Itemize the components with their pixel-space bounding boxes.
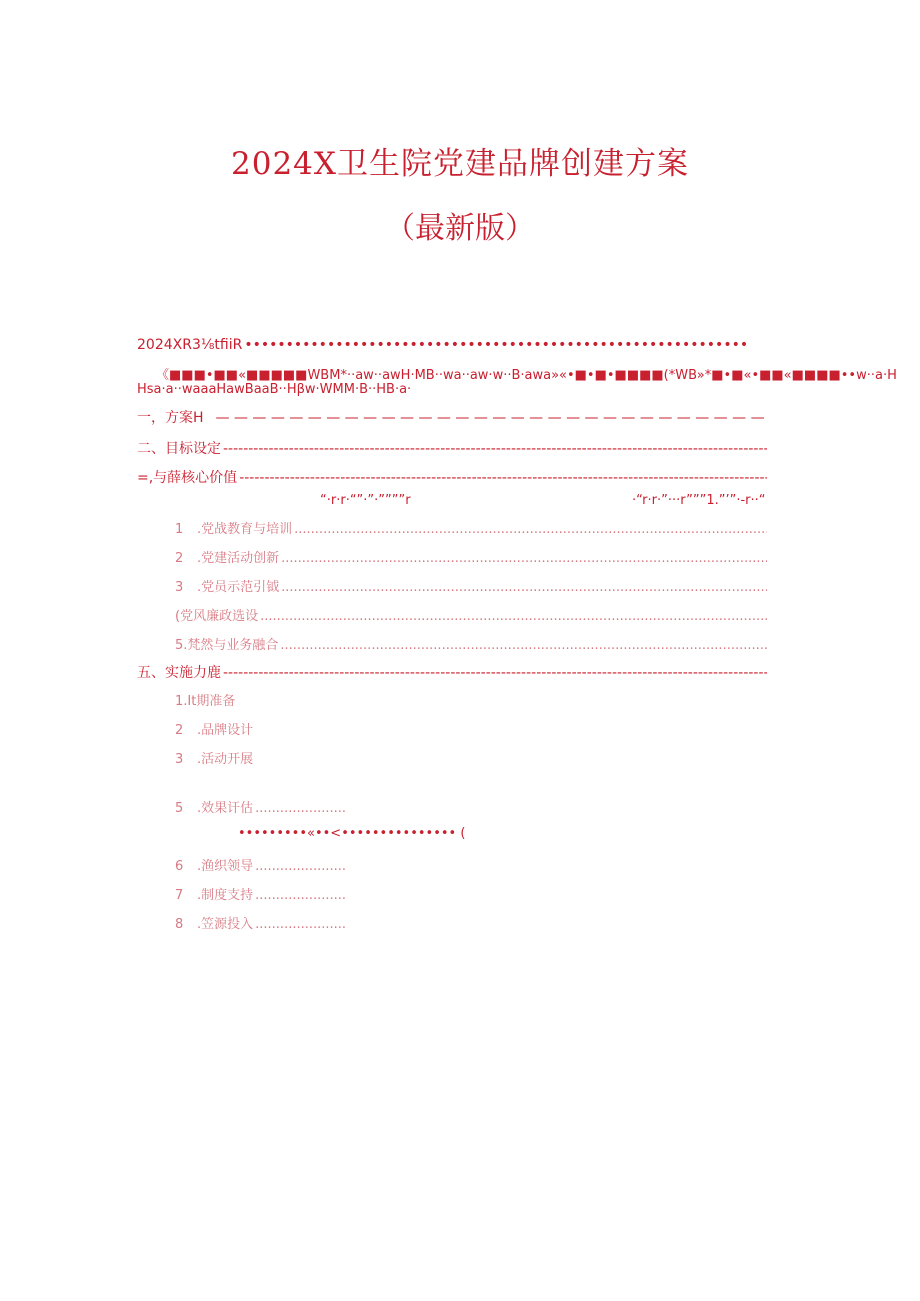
toc-item-number: 2 — [175, 551, 184, 566]
toc-garbled-line: •••••••••«••<••••••••••••••• ( — [238, 826, 466, 841]
toc-section-2[interactable] — [137, 438, 767, 458]
toc-item-label: (党风廉政选设 — [175, 609, 259, 624]
toc-leader — [260, 609, 767, 624]
document-title: 2024X卫生院党建品牌创建方案 — [231, 146, 689, 182]
toc-leader — [281, 551, 767, 566]
toc-item-label: .活动开展 — [197, 752, 254, 767]
toc-item-number: 3 — [175, 580, 184, 595]
toc-leader — [244, 337, 749, 353]
toc-item-number: 6 — [175, 859, 184, 874]
toc-leader — [281, 580, 767, 595]
toc-section-label: =,与薛核心价值 — [137, 470, 238, 486]
toc-item[interactable] — [175, 634, 767, 653]
toc-item[interactable] — [175, 576, 767, 595]
toc-item-number: 1 — [175, 522, 184, 537]
toc-item-label: .渔织领导 — [197, 859, 254, 874]
toc-section-1[interactable] — [137, 407, 767, 427]
toc-leader — [280, 638, 767, 653]
toc-item-number: 2 — [175, 723, 184, 738]
toc-item[interactable] — [175, 518, 767, 537]
toc-item[interactable] — [175, 884, 345, 903]
toc-section-label: 五、实施力鹿 — [137, 665, 221, 681]
toc-garbled-line: Hsa·a··waaaHawBaaB··Hβw·WMM·B··HB·a· — [137, 382, 412, 397]
toc-leader — [255, 859, 345, 874]
toc-item[interactable] — [175, 748, 253, 767]
toc-item-label: .党战教育与培训 — [197, 522, 293, 537]
toc-leader — [255, 888, 345, 903]
toc-leader — [239, 470, 767, 486]
toc-garbled-line: ·“r·r·”···r”””1.”’”·-r··“ — [632, 493, 766, 508]
toc-item-number: 5 — [175, 801, 184, 816]
toc-item[interactable] — [175, 719, 253, 738]
toc-item-label: .党员示范引钺 — [197, 580, 280, 595]
toc-top-entry[interactable] — [137, 337, 749, 353]
toc-item[interactable] — [175, 797, 345, 816]
document-subtitle: （最新版） — [385, 211, 535, 246]
toc-item-number: 3 — [175, 752, 184, 767]
toc-section-label: 一，方案H — [137, 410, 204, 426]
toc-leader — [294, 522, 767, 537]
toc-item-label: 1.It期准备 — [175, 694, 236, 709]
toc-item-label: .笠源投入 — [197, 917, 254, 932]
toc-item[interactable] — [175, 913, 345, 932]
toc-leader — [216, 410, 767, 426]
toc-section-label: 二、目标设定 — [137, 441, 221, 457]
toc-item[interactable] — [175, 690, 235, 709]
toc-item-number: 7 — [175, 888, 184, 903]
toc-item-label: .党建活动创新 — [197, 551, 280, 566]
toc-item-label: .效果讦估 — [197, 801, 254, 816]
toc-section-5[interactable] — [137, 662, 767, 682]
toc-top-entry-label: 2024XR3⅛tfiiR — [137, 337, 243, 353]
toc-item-label: .品牌设计 — [197, 723, 254, 738]
toc-leader — [255, 801, 345, 816]
toc-item[interactable] — [175, 547, 767, 566]
toc-item[interactable] — [175, 855, 345, 874]
toc-leader — [223, 665, 767, 681]
toc-leader — [255, 917, 345, 932]
toc-garbled-line: 《■■■•■■«■■■■■WBM*··aw··awH·MB··wa··aw·w··B·awa»«•■•■•■■■■(*WB»*■•■«•■■«■■■■••w··a·H — [156, 368, 897, 383]
toc-item-label: .制度支持 — [197, 888, 254, 903]
toc-leader — [223, 441, 767, 457]
toc-item-label: 5.梵然与业务融合 — [175, 638, 279, 653]
toc-item[interactable] — [175, 605, 767, 624]
toc-section-3[interactable] — [137, 467, 767, 487]
toc-item-number: 8 — [175, 917, 184, 932]
toc-garbled-line: “·r·r·“”·”·””””r — [320, 493, 411, 508]
